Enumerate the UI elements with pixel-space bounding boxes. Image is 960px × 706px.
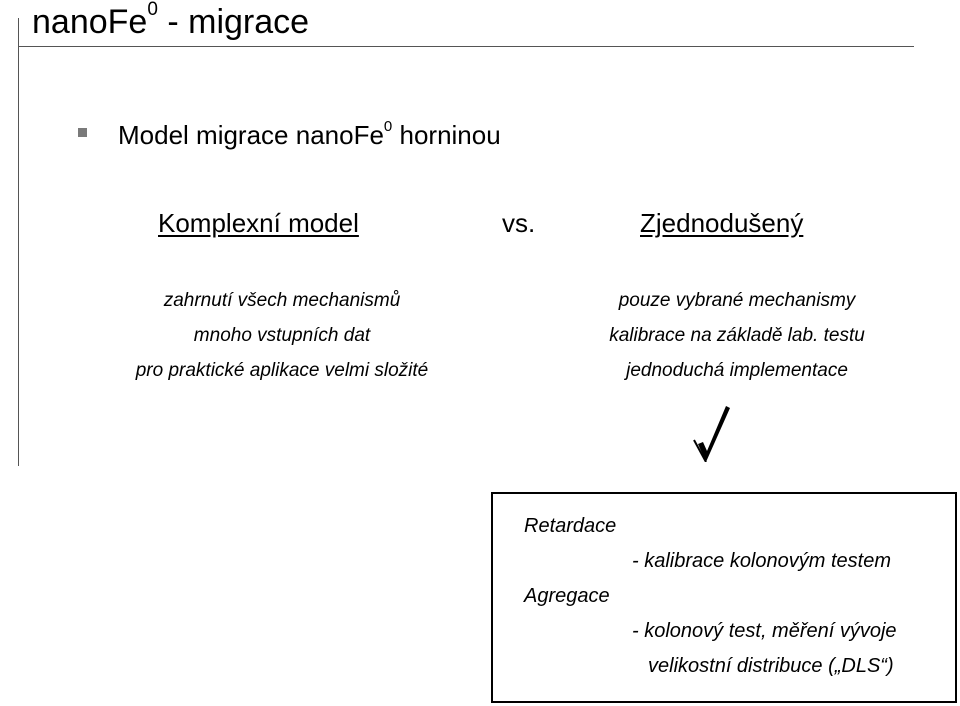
left-list-item: pro praktické aplikace velmi složité — [135, 360, 429, 381]
title-superscript: 0 — [147, 0, 158, 20]
bullet-superscript: 0 — [383, 118, 393, 135]
right-column-list — [562, 283, 912, 388]
square-bullet-icon — [78, 128, 87, 137]
bullet-text — [118, 120, 501, 150]
info-box — [491, 492, 957, 703]
right-list-item: pouze vybrané mechanismy — [618, 290, 856, 311]
title-suffix: - migrace — [157, 3, 310, 41]
right-list-item: jednoduchá implementace — [626, 360, 848, 381]
bullet-text-main: Model migrace nanoFe — [118, 120, 384, 150]
left-list-item: zahrnutí všech mechanismů — [163, 290, 401, 311]
page-title — [32, 2, 309, 42]
left-list-item: mnoho vstupních dat — [193, 325, 371, 346]
right-heading: Zjednodušený — [640, 208, 804, 238]
agregace-detail-2: velikostní distribuce („DLS“) — [648, 655, 894, 677]
vs-label: vs. — [502, 208, 536, 238]
title-main: nanoFe — [32, 3, 148, 41]
vertical-divider — [18, 18, 19, 466]
bullet-text-suffix: horninou — [392, 120, 501, 150]
left-heading: Komplexní model — [158, 208, 359, 238]
horizontal-divider — [18, 46, 914, 47]
agregace-detail-1: - kolonový test, měření vývoje — [632, 620, 897, 642]
agregace-label: Agregace — [524, 585, 610, 607]
checkmark-icon — [690, 406, 732, 462]
retardace-label: Retardace — [524, 515, 617, 537]
right-list-item: kalibrace na základě lab. testu — [609, 325, 865, 346]
left-column-list — [90, 283, 474, 388]
retardace-detail: - kalibrace kolonovým testem — [632, 550, 891, 572]
